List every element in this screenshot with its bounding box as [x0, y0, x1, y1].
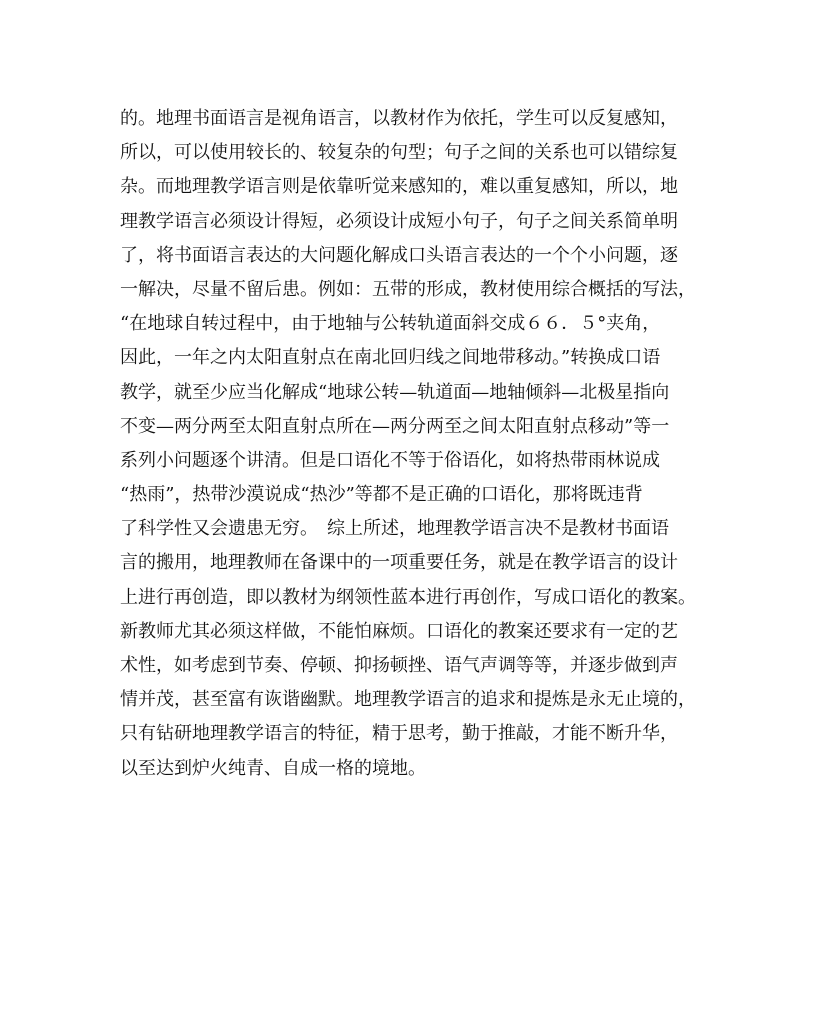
- body-text: [120, 102, 700, 786]
- text-line: 新教师尤其必须这样做，不能怕麻烦。口语化的教案还要求有一定的艺: [120, 620, 678, 642]
- text-line: 了，将书面语言表达的大问题化解成口头语言表达的一个个小问题，逐: [120, 244, 678, 266]
- text-line: “热雨”，热带沙漠说成“热沙”等都不是正确的口语化，那将既违背: [120, 484, 643, 506]
- text-line: 理教学语言必须设计得短，必须设计成短小句子，句子之间关系简单明: [120, 210, 678, 232]
- text-line: 情并茂，甚至富有诙谐幽默。地理教学语言的追求和提炼是永无止境的，: [120, 689, 696, 711]
- text-line: 不变—两分两至太阳直射点所在—两分两至之间太阳直射点移动”等一: [120, 415, 670, 437]
- text-line: 言的搬用，地理教师在备课中的一项重要任务，就是在教学语言的设计: [120, 552, 678, 574]
- text-line: 教学，就至少应当化解成“地球公转—轨道面—地轴倾斜—北极星指向: [120, 381, 670, 403]
- text-line: 所以，可以使用较长的、较复杂的句型；句子之间的关系也可以错综复: [120, 142, 678, 164]
- text-line: “在地球自转过程中，由于地轴与公转轨道面斜交成６６．５°夹角，: [120, 313, 661, 335]
- text-line: 以至达到炉火纯青、自成一格的境地。: [120, 757, 426, 779]
- text-line: 因此，一年之内太阳直射点在南北回归线之间地带移动。”转换成口语: [120, 347, 661, 369]
- text-line: 上进行再创造，即以教材为纲领性蓝本进行再创作，写成口语化的教案。: [120, 586, 696, 608]
- text-line: 一解决，尽量不留后患。例如：五带的形成，教材使用综合概括的写法，: [120, 278, 696, 300]
- text-line: 系列小问题逐个讲清。但是口语化不等于俗语化，如将热带雨林说成: [120, 449, 660, 471]
- text-line: 杂。而地理教学语言则是依靠听觉来感知的，难以重复感知，所以，地: [120, 176, 678, 198]
- text-line: 的。地理书面语言是视角语言，以教材作为依托，学生可以反复感知，: [120, 108, 678, 129]
- text-line: 了科学性又会遗患无穷。 综上所述，地理教学语言决不是教材书面语: [120, 518, 669, 540]
- text-line: 只有钻研地理教学语言的特征，精于思考，勤于推敲，才能不断升华，: [120, 723, 678, 745]
- text-line: 术性，如考虑到节奏、停顿、抑扬顿挫、语气声调等等，并逐步做到声: [120, 655, 678, 676]
